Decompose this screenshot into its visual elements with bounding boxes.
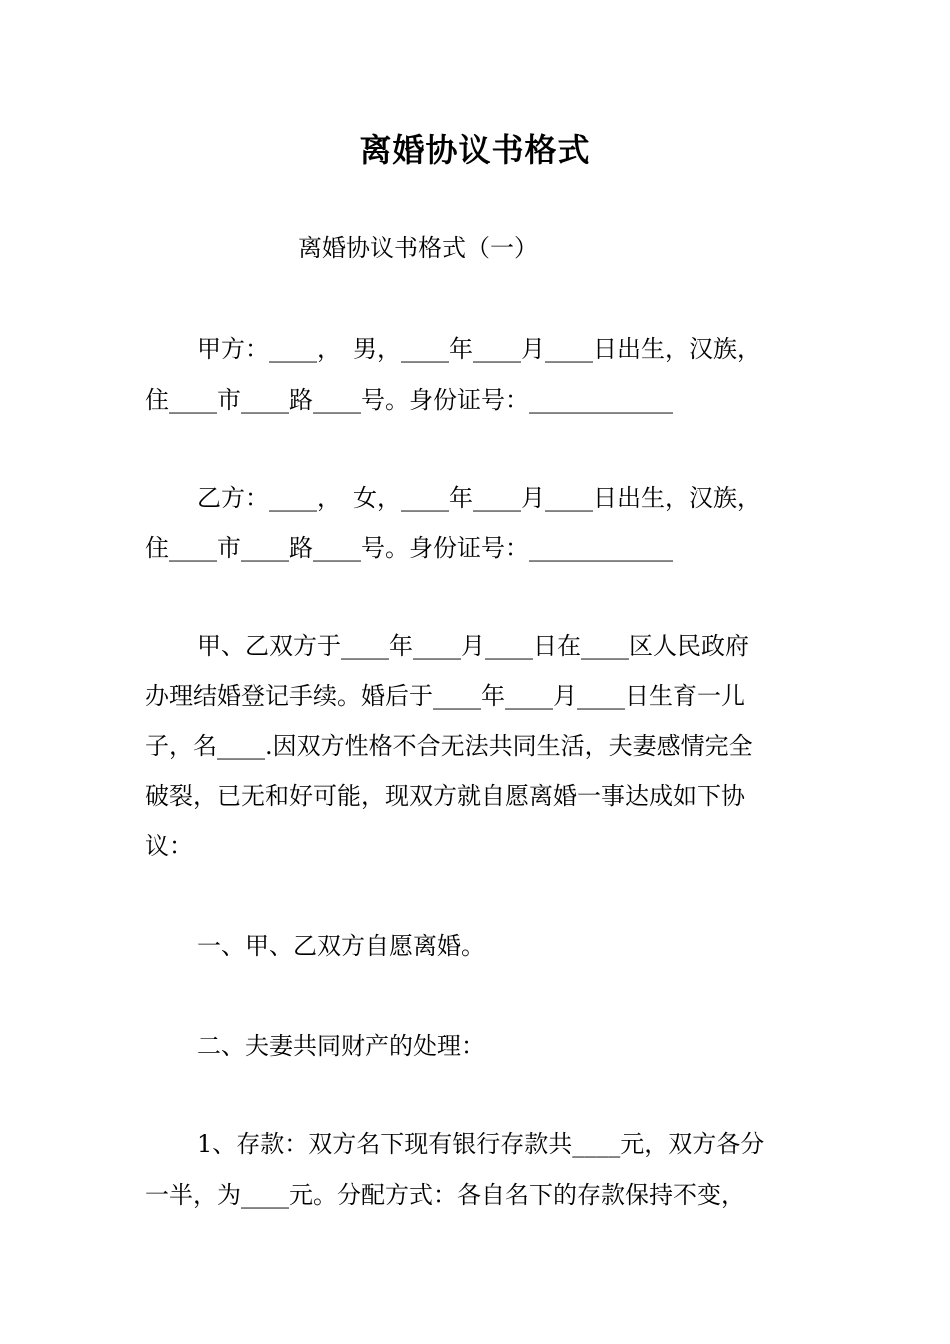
document-title: 离婚协议书格式 [359, 131, 591, 169]
party-b-line-1: 乙方：____， 女，____年____月____日出生，汉族， [197, 484, 761, 512]
clause-1: 一、甲、乙双方自愿离婚。 [197, 932, 485, 960]
document-subtitle: 离婚协议书格式（一） [298, 234, 538, 262]
background-line-2: 办理结婚登记手续。婚后于____年____月____日生育一儿 [145, 682, 745, 710]
clause-2-1-line-1: 1、存款：双方名下现有银行存款共____元，双方各分 [197, 1130, 765, 1158]
background-line-1: 甲、乙双方于____年____月____日在____区人民政府 [197, 632, 749, 660]
party-b-line-2: 住____市____路____号。身份证号：____________ [145, 534, 673, 562]
background-line-3: 子，名____.因双方性格不合无法共同生活，夫妻感情完全 [145, 732, 753, 760]
clause-2-1-line-2: 一半，为____元。分配方式：各自名下的存款保持不变， [145, 1181, 745, 1209]
party-a-line-1: 甲方：____， 男，____年____月____日出生，汉族， [197, 335, 761, 363]
background-line-5: 议： [145, 832, 193, 860]
party-a-line-2: 住____市____路____号。身份证号：____________ [145, 386, 673, 414]
clause-2-heading: 二、夫妻共同财产的处理： [197, 1032, 485, 1060]
background-line-4: 破裂，已无和好可能，现双方就自愿离婚一事达成如下协 [145, 782, 745, 810]
